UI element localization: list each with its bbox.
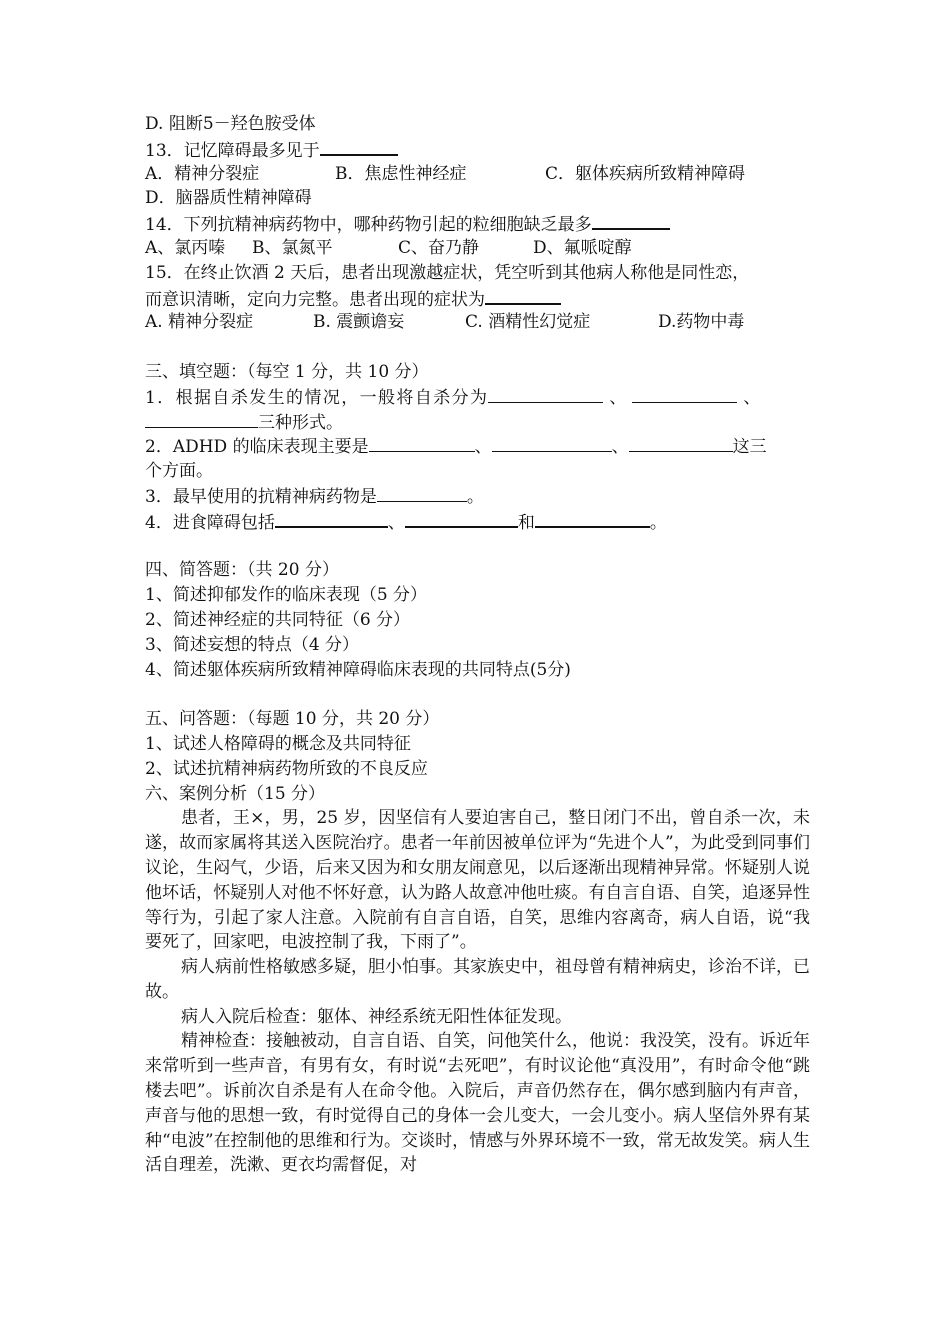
section4-title: 四、简答题：（共 20 分）: [145, 560, 339, 581]
s3-q4-blank-1[interactable]: [275, 509, 388, 528]
q13-option-b: B．焦虑性神经症: [335, 163, 467, 184]
s3-q2-line2: 个方面。: [145, 461, 213, 482]
s3-q3-text: 3．最早使用的抗精神病药物是: [145, 486, 377, 507]
q15-option-c: C. 酒精性幻觉症: [465, 312, 591, 333]
s3-q2-blank-1[interactable]: [369, 434, 475, 452]
q13-answer-blank[interactable]: [320, 137, 398, 156]
q15-option-b: B. 震颤谵妄: [313, 312, 405, 333]
s4-item-4: 4、简述躯体疾病所致精神障碍临床表现的共同特点(5分): [145, 659, 571, 680]
s3-q1-sep-2: 、: [743, 387, 761, 408]
s3-q1-sep-1: 、: [609, 387, 627, 408]
q15-answer-blank[interactable]: [485, 286, 561, 305]
s3-q1-tail: 三种形式。: [258, 412, 343, 433]
s4-item-1: 1、简述抑郁发作的临床表现（5 分）: [145, 585, 428, 606]
spacer: [145, 682, 810, 707]
q13-options-row: [145, 162, 810, 187]
s3-q3: [145, 484, 810, 509]
case-paragraph-2: 病人病前性格敏感多疑，胆小怕事。其家族史中，祖母曾有精神病史，诊治不详，已故。: [145, 957, 810, 1002]
s3-q2-blank-2[interactable]: [492, 434, 612, 452]
s3-q4-sep: 、: [387, 512, 405, 533]
s5-item-2: 2、试述抗精神病药物所致的不良反应: [145, 758, 428, 779]
q14-option-a: A、氯丙嗪: [145, 237, 226, 258]
s3-q1-blank-2[interactable]: [632, 385, 737, 403]
q13-option-d: D．脑器质性精神障碍: [145, 188, 312, 209]
s3-q4: [145, 509, 810, 534]
s3-q2-line1: [145, 434, 810, 459]
spacer: [145, 335, 810, 360]
q14-stem-text: 14．下列抗精神病药物中，哪种药物引起的粒细胞缺乏最多: [145, 215, 592, 236]
q15-stem-text: 而意识清晰，定向力完整。患者出现的症状为: [145, 289, 485, 310]
section3-title: 三、填空题：（每空 1 分，共 10 分）: [145, 361, 429, 382]
s3-q1-blank-1[interactable]: [488, 385, 603, 403]
s3-q1-line1: [145, 385, 810, 410]
s5-item-1: 1、试述人格障碍的概念及共同特征: [145, 733, 411, 754]
s3-q3-tail: 。: [466, 486, 484, 507]
s3-q4-blank-2[interactable]: [405, 509, 518, 528]
s3-q4-blank-3[interactable]: [535, 509, 650, 528]
q14-answer-blank[interactable]: [592, 211, 670, 230]
q14-option-c: C、奋乃静: [398, 237, 480, 258]
s3-q4-and: 和: [517, 512, 535, 533]
q14-stem: [145, 211, 810, 236]
q15-stem-line1: 15．在终止饮酒 2 天后，患者出现激越症状，凭空听到其他病人称他是同性恋，: [145, 262, 750, 283]
q14-options-row: [145, 236, 810, 261]
q13-stem-text: 13．记忆障碍最多见于: [145, 140, 320, 161]
s3-q2-text: 2．ADHD 的临床表现主要是: [145, 437, 369, 458]
case-paragraph-1: 患者，王×，男，25 岁，因坚信有人要迫害自己，整日闭门不出，曾自杀一次，未遂，故而家属将其送入医院治疗。患者一年前因被单位评为“先进个人”，为此受到同事们议论，生闷气，少语，后来又因为和女朋友闹意见，以后逐渐出现精神异常。怀疑别人说他坏话，怀疑别人对他不怀好意，认为路人故意冲他吐痰。有自言自语、自笑，追逐异性等行为，引起了家人注意。入院前有自言自语，自笑，思维内容离奇，病人自语，说“我要死了，回家吧，电波控制了我，下雨了”。: [145, 808, 810, 953]
q15-option-d: D.药物中毒: [658, 312, 745, 333]
s3-q1-blank-3[interactable]: [145, 410, 258, 428]
case-paragraph-3: 病人入院后检查：躯体、神经系统无阳性体征发现。: [181, 1006, 572, 1027]
spacer: [145, 534, 810, 559]
case-paragraph-4: 精神检查：接触被动，自言自语、自笑，问他笑什么，他说：我没笑，没有。诉近年来常听到一些声音，有男有女，有时说“去死吧”，有时议论他“真没用”，有时命令他“跳楼去吧”。诉前次自杀是有人在命令他。入院后，声音仍然存在，偶尔感到脑内有声音，声音与他的思想一致，有时觉得自己的身体一会儿变大，一会儿变小。病人坚信外界有某种“电波”在控制他的思维和行为。交谈时，情感与外界环境不一致，常无故发笑。病人生活自理差，洗漱、更衣均需督促，对: [145, 1031, 810, 1176]
s3-q2-blank-3[interactable]: [629, 434, 733, 452]
s3-q2-sep-1: 、: [474, 437, 492, 458]
q14-option-b: B、氯氮平: [252, 237, 333, 258]
s3-q3-blank[interactable]: [377, 484, 467, 502]
section6-title: 六、案例分析（15 分）: [145, 783, 326, 804]
s3-q1-line2: [145, 410, 810, 435]
exam-page: [145, 112, 810, 1178]
s3-q1-text: 1．根据自杀发生的情况，一般将自杀分为: [145, 387, 489, 408]
s3-q2-tail: 这三: [732, 437, 767, 458]
q13-option-c: C．躯体疾病所致精神障碍: [545, 163, 746, 184]
s4-item-3: 3、简述妄想的特点（4 分）: [145, 634, 360, 655]
q12-option-d: D. 阻断5－羟色胺受体: [145, 114, 316, 134]
q15-option-a: A. 精神分裂症: [145, 312, 254, 333]
q13-option-a: A．精神分裂症: [145, 163, 260, 184]
q14-option-d: D、氟哌啶醇: [533, 237, 632, 258]
s3-q4-tail: 。: [649, 512, 667, 533]
q13-stem: [145, 137, 810, 162]
q15-options-row: [145, 310, 810, 335]
s4-item-2: 2、简述神经症的共同特征（6 分）: [145, 609, 411, 630]
s3-q2-sep-2: 、: [611, 437, 629, 458]
section5-title: 五、问答题：（每题 10 分，共 20 分）: [145, 709, 440, 730]
q15-stem-line2: [145, 286, 810, 311]
s3-q4-text: 4．进食障碍包括: [145, 512, 275, 533]
